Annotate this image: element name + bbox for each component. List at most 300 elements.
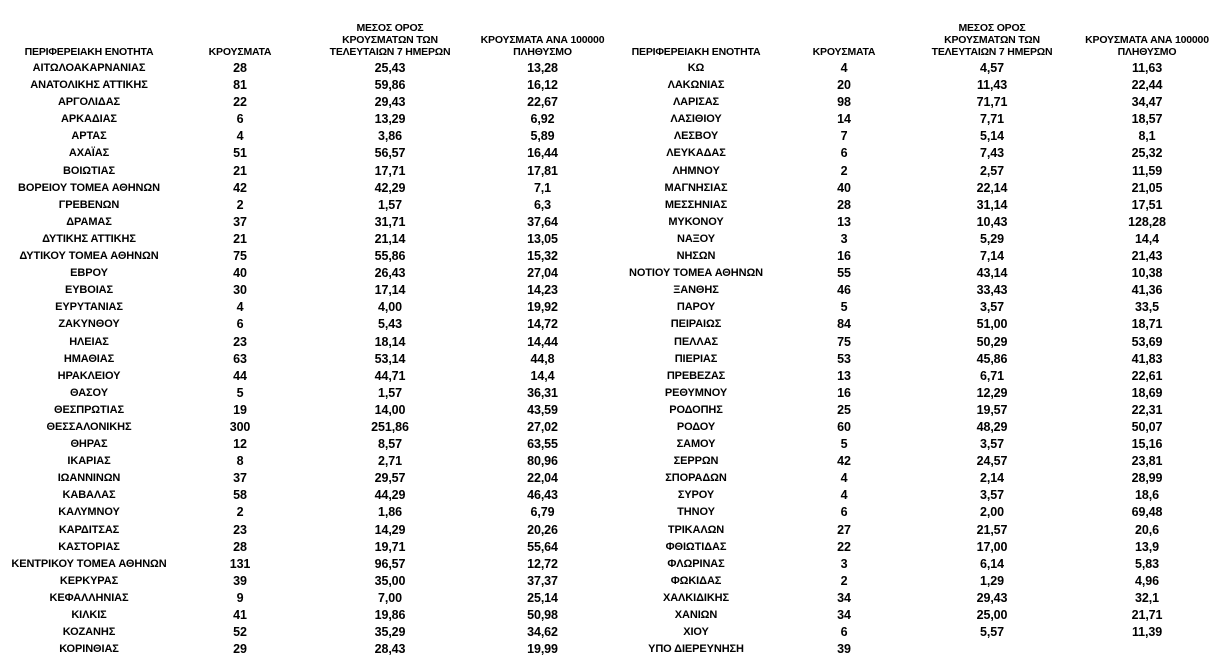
region-cell: ΛΕΥΚΑΔΑΣ [666,147,726,160]
table-row [612,94,1222,111]
table-row [0,111,612,128]
region-cell: ΘΑΣΟΥ [70,386,108,399]
per100k-cell: 50,07 [1131,419,1163,434]
region-cell: ΗΜΑΘΙΑΣ [63,352,115,365]
region-cell: ΑΧΑΪΑΣ [68,147,110,160]
per100k-cell: 14,4 [530,368,555,383]
region-cell: ΗΡΑΚΛΕΙΟΥ [57,369,121,382]
avg7-cell: 14,29 [374,522,406,537]
table-row [612,60,1222,77]
table-row [612,111,1222,128]
table-row [612,453,1222,470]
avg7-cell: 3,57 [980,488,1004,503]
region-cell: ΧΑΝΙΩΝ [674,609,718,621]
avg7-cell: 17,00 [976,539,1008,554]
region-cell: ΛΗΜΝΟΥ [672,164,720,177]
per100k-cell: 4,96 [1135,573,1159,588]
avg7-cell: 7,71 [980,112,1004,127]
avg7-cell: 43,14 [976,266,1008,281]
avg7-cell: 21,57 [976,522,1008,537]
left-table-body [0,60,612,658]
avg7-cell: 1,29 [980,573,1004,588]
table-row [0,163,612,180]
avg7-cell: 14,00 [374,402,406,417]
per100k-cell: 18,69 [1131,385,1163,400]
cases-cell: 75 [233,249,247,264]
region-cell: ΧΙΟΥ [683,626,709,639]
per100k-cell: 25,32 [1131,146,1163,161]
cases-cell: 28 [837,197,851,212]
per100k-cell: 37,64 [527,214,558,229]
per100k-cell: 10,38 [1131,266,1163,281]
per100k-cell: 128,28 [1128,214,1166,229]
table-row [0,299,612,316]
table-row [612,180,1222,197]
cases-cell: 34 [837,590,851,605]
per100k-cell: 34,47 [1131,95,1163,110]
region-cell: ΧΑΛΚΙΔΙΚΗΣ [662,591,730,604]
region-cell: ΒΟΙΩΤΙΑΣ [63,164,115,177]
per100k-cell: 14,72 [527,317,558,332]
table-row [612,385,1222,402]
per100k-cell: 43,59 [527,402,558,417]
per100k-cell: 22,67 [527,95,558,110]
region-cell: ΕΥΒΟΙΑΣ [64,284,114,297]
table-row [612,573,1222,590]
region-cell: ΠΑΡΟΥ [676,301,716,314]
avg7-cell: 53,14 [374,351,406,366]
avg7-cell: 25,00 [976,608,1008,622]
cases-cell: 52 [233,625,247,640]
cases-cell: 27 [837,522,851,537]
cases-cell: 9 [236,590,244,605]
per100k-cell: 19,92 [527,300,558,315]
region-cell: ΘΕΣΣΑΛΟΝΙΚΗΣ [46,420,132,433]
per100k-cell: 22,61 [1131,368,1163,383]
region-cell: ΝΟΤΙΟΥ ΤΟΜΕΑ ΑΘΗΝΩΝ [628,267,764,280]
avg7-cell: 31,71 [374,214,406,229]
region-cell: ΦΛΩΡΙΝΑΣ [667,557,725,570]
cases-cell: 21 [233,163,247,178]
table-row [612,299,1222,316]
cases-cell: 3 [840,231,848,246]
avg7-cell: 3,57 [980,437,1004,452]
region-cell: ΓΡΕΒΕΝΩΝ [58,198,120,211]
per100k-cell: 21,43 [1131,249,1163,264]
table-row [612,265,1222,282]
cases-cell: 37 [233,471,247,486]
cases-cell: 6 [236,112,244,127]
avg7-cell: 19,71 [374,539,406,554]
region-cell: ΥΠΟ ΔΙΕΡΕΥΝΗΣΗ [648,643,744,656]
region-cell: ΡΟΔΟΠΗΣ [669,403,723,416]
region-cell: ΝΑΞΟΥ [676,232,716,245]
per100k-cell: 11,59 [1131,163,1163,178]
per100k-cell: 37,37 [527,573,558,588]
cases-cell: 6 [236,317,244,332]
table-row [0,436,612,453]
region-cell: ΤΗΝΟΥ [677,506,715,519]
per100k-cell: 21,05 [1131,180,1163,195]
table-row [0,573,612,590]
table-row [612,282,1222,299]
header-cases: ΚΡΟΥΣΜΑΤΑ [208,46,272,58]
cases-cell: 20 [837,78,851,93]
table-row [0,214,612,231]
cases-cell: 39 [233,573,247,588]
per100k-cell: 20,6 [1135,522,1159,537]
region-cell: ΛΑΡΙΣΑΣ [672,96,720,109]
cases-cell: 4 [236,300,244,315]
cases-cell: 6 [840,146,848,161]
table-row [612,556,1222,573]
region-cell: ΛΑΚΩΝΙΑΣ [667,79,725,92]
table-row [612,248,1222,265]
per100k-cell: 13,28 [527,61,558,75]
region-cell: ΣΑΜΟΥ [676,438,716,451]
avg7-cell: 71,71 [976,95,1008,110]
cases-cell: 2 [840,163,848,178]
per100k-cell: 23,81 [1131,454,1163,469]
table-row [0,334,612,351]
cases-cell: 46 [837,283,851,298]
table-row [0,180,612,197]
per100k-cell: 33,5 [1135,300,1159,315]
per100k-cell: 17,51 [1131,197,1163,212]
right-header-row [612,0,1222,60]
region-cell: ΠΡΕΒΕΖΑΣ [666,369,726,382]
region-cell: ΚΕΡΚΥΡΑΣ [59,574,119,587]
cases-cell: 22 [233,95,247,110]
per100k-cell: 18,6 [1135,488,1159,503]
cases-cell: 4 [840,471,848,486]
cases-cell: 19 [233,402,247,417]
region-cell: ΚΕΝΤΡΙΚΟΥ ΤΟΜΕΑ ΑΘΗΝΩΝ [11,557,167,570]
region-cell: ΑΡΤΑΣ [71,130,107,143]
table-row [612,504,1222,521]
region-cell: ΘΗΡΑΣ [70,438,108,451]
table-row [612,145,1222,162]
table-row [612,334,1222,351]
table-row [0,231,612,248]
avg7-cell: 1,86 [378,505,402,520]
cases-cell: 41 [233,608,247,622]
cases-cell: 12 [233,437,247,452]
region-cell: ΔΡΑΜΑΣ [66,215,112,228]
table-row [0,128,612,145]
avg7-cell: 51,00 [976,317,1008,332]
cases-cell: 34 [837,608,851,622]
avg7-cell: 35,29 [374,625,406,640]
per100k-cell: 53,69 [1131,334,1163,349]
avg7-cell: 19,57 [976,402,1008,417]
per100k-cell: 22,04 [527,471,558,486]
right-table-body [612,60,1222,658]
avg7-cell: 44,71 [374,368,406,383]
table-row [0,351,612,368]
table-row [612,487,1222,504]
region-cell: ΣΕΡΡΩΝ [673,455,719,468]
per100k-cell: 5,83 [1135,556,1159,571]
header-avg7: ΜΕΣΟΣ ΟΡΟΣ ΚΡΟΥΣΜΑΤΩΝ ΤΩΝ ΤΕΛΕΥΤΑΙΩΝ 7 ΗΜΕΡΩΝ [329,22,451,58]
region-cell: ΑΝΑΤΟΛΙΚΗΣ ΑΤΤΙΚΗΣ [30,79,148,92]
avg7-cell: 1,57 [378,197,402,212]
avg7-cell: 3,57 [980,300,1004,315]
region-cell: ΜΕΣΣΗΝΙΑΣ [664,198,728,211]
avg7-cell: 33,43 [976,283,1008,298]
per100k-cell: 63,55 [527,437,558,452]
avg7-cell: 5,14 [980,129,1004,144]
cases-cell: 53 [837,351,851,366]
table-row [612,436,1222,453]
avg7-cell: 11,43 [976,78,1008,93]
region-cell: ΜΥΚΟΝΟΥ [668,215,724,228]
per100k-cell: 46,43 [527,488,558,503]
table-row [0,248,612,265]
per100k-cell: 19,99 [527,642,558,657]
region-cell: ΕΒΡΟΥ [70,267,108,280]
region-cell: ΑΙΤΩΛΟΑΚΑΡΝΑΝΙΑΣ [32,62,146,74]
table-row [612,522,1222,539]
region-cell: ΚΩ [687,62,705,74]
cases-cell: 29 [233,642,247,657]
region-cell: ΑΡΓΟΛΙΔΑΣ [57,96,121,109]
avg7-cell: 7,00 [378,590,402,605]
region-cell: ΔΥΤΙΚΟΥ ΤΟΜΕΑ ΑΘΗΝΩΝ [19,250,159,263]
cases-cell: 75 [837,334,851,349]
per100k-cell: 69,48 [1131,505,1163,520]
cases-cell: 2 [840,573,848,588]
avg7-cell: 7,43 [980,146,1004,161]
table-row [612,368,1222,385]
per100k-cell: 11,39 [1131,625,1163,640]
cases-cell: 40 [233,266,247,281]
header-per100k: ΚΡΟΥΣΜΑΤΑ ΑΝΑ 100000 ΠΛΗΘΥΣΜΟ [480,34,605,58]
per100k-cell: 11,63 [1131,61,1163,75]
cases-cell: 30 [233,283,247,298]
cases-cell: 22 [837,539,851,554]
avg7-cell: 12,29 [976,385,1008,400]
avg7-cell: 55,86 [374,249,406,264]
table-row [0,607,612,624]
avg7-cell: 5,57 [980,625,1004,640]
region-cell: ΜΑΓΝΗΣΙΑΣ [664,181,728,194]
avg7-cell: 2,14 [980,471,1004,486]
cases-cell: 5 [236,385,244,400]
cases-cell: 6 [840,505,848,520]
avg7-cell: 251,86 [371,419,409,434]
table-row [0,282,612,299]
cases-cell: 51 [233,146,247,161]
table-row [0,77,612,94]
cases-cell: 4 [840,61,848,75]
region-cell: ΚΟΡΙΝΘΙΑΣ [59,643,119,656]
table-row [612,351,1222,368]
avg7-cell: 2,00 [980,505,1004,520]
table-row [0,385,612,402]
cases-cell: 300 [229,419,251,434]
cases-cell: 13 [837,214,851,229]
region-cell: ΠΙΕΡΙΑΣ [674,352,718,365]
region-cell: ΚΙΛΚΙΣ [71,609,107,621]
avg7-cell: 35,00 [374,573,406,588]
region-cell: ΡΕΘΥΜΝΟΥ [664,386,728,399]
cases-cell: 81 [233,78,247,93]
table-row [0,94,612,111]
cases-cell: 131 [229,556,251,571]
per100k-cell: 14,23 [527,283,558,298]
table-row [612,419,1222,436]
header-cases: ΚΡΟΥΣΜΑΤΑ [812,46,876,58]
per100k-cell: 21,71 [1131,608,1163,622]
region-cell: ΤΡΙΚΑΛΩΝ [667,523,725,536]
avg7-cell: 44,29 [374,488,406,503]
region-cell: ΔΥΤΙΚΗΣ ΑΤΤΙΚΗΣ [42,232,136,245]
per100k-cell: 44,8 [530,351,555,366]
avg7-cell: 3,86 [378,129,402,144]
per100k-cell: 6,79 [530,505,555,520]
table-row [0,145,612,162]
table-row [0,624,612,641]
table-row [0,522,612,539]
avg7-cell: 96,57 [374,556,406,571]
cases-cell: 23 [233,334,247,349]
cases-cell: 28 [233,61,247,75]
avg7-cell: 4,57 [980,61,1004,75]
table-row [0,539,612,556]
avg7-cell: 29,43 [374,95,406,110]
per100k-cell: 13,9 [1135,539,1159,554]
cases-cell: 60 [837,419,851,434]
table-row [0,470,612,487]
avg7-cell: 19,86 [374,608,406,622]
avg7-cell: 25,43 [374,61,406,75]
per100k-cell: 36,31 [527,385,558,400]
cases-cell: 42 [233,180,247,195]
region-cell: ΞΑΝΘΗΣ [673,284,719,297]
per100k-cell: 15,16 [1131,437,1163,452]
table-row [0,419,612,436]
table-row [612,470,1222,487]
avg7-cell: 2,71 [378,454,402,469]
avg7-cell: 4,00 [378,300,402,315]
per100k-cell: 16,12 [527,78,558,93]
cases-cell: 84 [837,317,851,332]
header-avg7: ΜΕΣΟΣ ΟΡΟΣ ΚΡΟΥΣΜΑΤΩΝ ΤΩΝ ΤΕΛΕΥΤΑΙΩΝ 7 ΗΜΕΡΩΝ [931,22,1053,58]
per100k-cell: 50,98 [527,608,558,622]
per100k-cell: 22,44 [1131,78,1163,93]
table-row [0,641,612,658]
avg7-cell: 31,14 [976,197,1008,212]
region-cell: ΚΑΒΑΛΑΣ [62,489,116,502]
cases-cell: 5 [840,300,848,315]
region-cell: ΙΩΑΝΝΙΝΩΝ [57,472,121,485]
cases-cell: 13 [837,368,851,383]
region-cell: ΡΟΔΟΥ [676,420,716,433]
region-cell: ΦΩΚΙΔΑΣ [670,574,722,587]
avg7-cell: 10,43 [976,214,1008,229]
avg7-cell: 8,57 [378,437,402,452]
table-row [612,402,1222,419]
cases-cell: 14 [837,112,851,127]
cases-cell: 4 [236,129,244,144]
cases-cell: 16 [837,249,851,264]
per100k-cell: 14,44 [527,334,558,349]
avg7-cell: 42,29 [374,180,406,195]
cases-cell: 5 [840,437,848,452]
avg7-cell: 22,14 [976,180,1008,195]
avg7-cell: 56,57 [374,146,406,161]
cases-cell: 7 [840,129,848,144]
region-cell: ΖΑΚΥΝΘΟΥ [58,318,120,331]
per100k-cell: 5,89 [530,129,555,144]
region-cell: ΠΕΙΡΑΙΩΣ [670,318,722,331]
per100k-cell: 20,26 [527,522,558,537]
header-region: ΠΕΡΙΦΕΡΕΙΑΚΗ ΕΝΟΤΗΤΑ [631,46,761,58]
per100k-cell: 12,72 [527,556,558,571]
cases-cell: 6 [840,625,848,640]
region-cell: ΚΟΖΑΝΗΣ [62,626,116,639]
table-row [0,402,612,419]
avg7-cell: 18,14 [374,334,406,349]
cases-cell: 98 [837,95,851,110]
cases-cell: 8 [236,454,244,469]
table-row [0,590,612,607]
cases-cell: 25 [837,402,851,417]
table-row [612,316,1222,333]
table-row [612,539,1222,556]
table-row [612,641,1222,658]
region-cell: ΛΕΣΒΟΥ [673,130,719,143]
cases-cell: 55 [837,266,851,281]
avg7-cell: 7,14 [980,249,1004,264]
cases-cell: 40 [837,180,851,195]
avg7-cell: 50,29 [976,334,1008,349]
cases-cell: 16 [837,385,851,400]
region-cell: ΑΡΚΑΔΙΑΣ [61,113,117,126]
avg7-cell: 26,43 [374,266,406,281]
per100k-cell: 15,32 [527,249,558,264]
region-cell: ΣΠΟΡΑΔΩΝ [665,472,727,485]
table-row [0,556,612,573]
avg7-cell: 21,14 [374,231,406,246]
region-cell: ΚΑΣΤΟΡΙΑΣ [58,540,120,553]
table-row [0,197,612,214]
avg7-cell: 2,57 [980,163,1004,178]
table-row [0,265,612,282]
avg7-cell: 45,86 [976,351,1008,366]
per100k-cell: 34,62 [527,625,558,640]
per100k-cell: 16,44 [527,146,558,161]
table-row [0,487,612,504]
avg7-cell: 59,86 [374,78,406,93]
avg7-cell: 17,71 [374,163,406,178]
avg7-cell: 17,14 [374,283,406,298]
per100k-cell: 41,36 [1131,283,1163,298]
region-cell: ΚΑΛΥΜΝΟΥ [58,506,120,519]
avg7-cell: 5,43 [378,317,402,332]
avg7-cell: 29,57 [374,471,406,486]
per100k-cell: 6,92 [530,112,555,127]
cases-cell: 28 [233,539,247,554]
per100k-cell: 17,81 [527,163,558,178]
per100k-cell: 41,83 [1131,351,1163,366]
region-cell: ΕΥΡΥΤΑΝΙΑΣ [55,301,123,314]
avg7-cell: 6,71 [980,368,1004,383]
cases-cell: 37 [233,214,247,229]
region-cell: ΘΕΣΠΡΩΤΙΑΣ [54,403,124,416]
per100k-cell: 27,02 [527,419,558,434]
